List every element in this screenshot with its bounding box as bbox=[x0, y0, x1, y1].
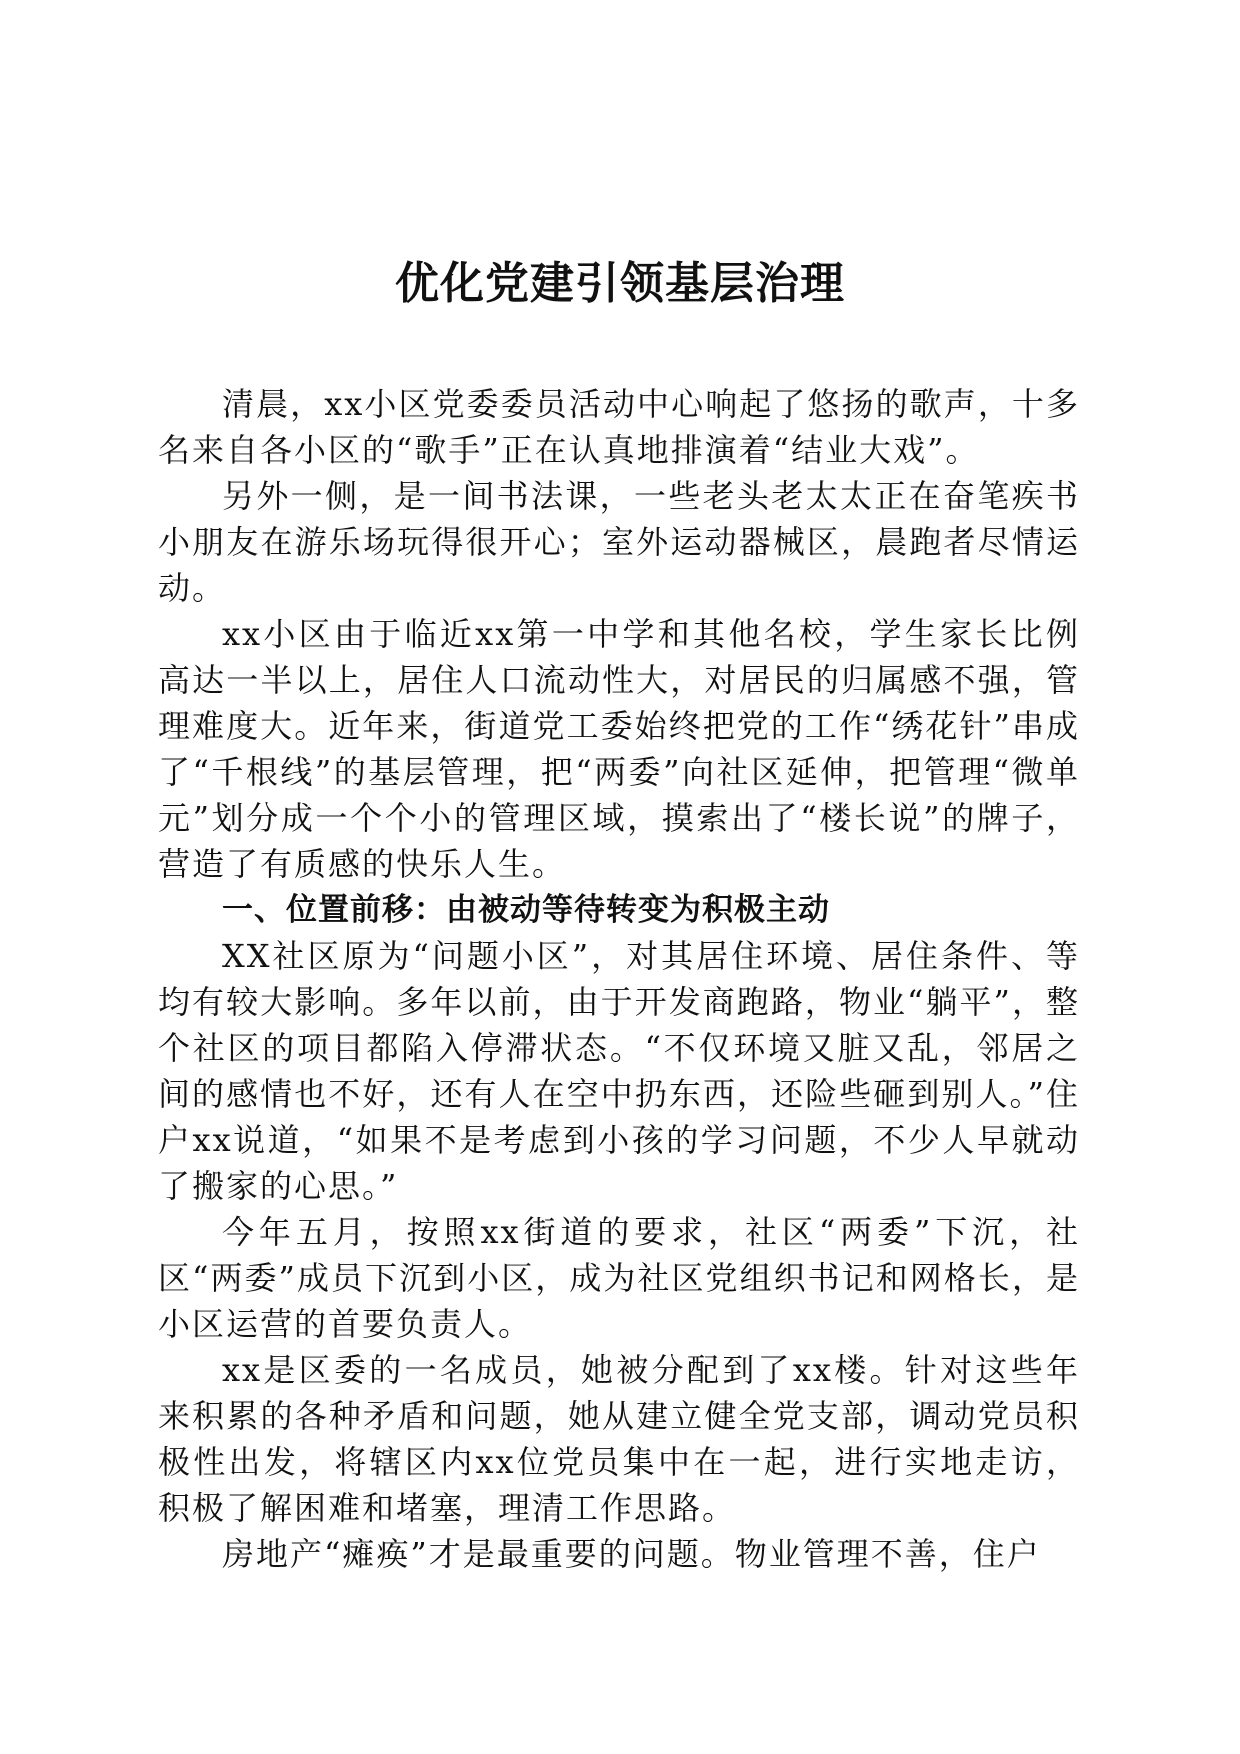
paragraph-morning-singers: 清晨，xx小区党委委员活动中心响起了悠扬的歌声，十多名来自各小区的“歌手”正在认真地排演着“结业大戏”。 bbox=[158, 385, 1080, 469]
paragraph-calligraphy-class: 另外一侧，是一间书法课，一些老头老太太正在奋笔疾书小朋友在游乐场玩得很开心；室外运动器械区，晨跑者尽情运动。 bbox=[158, 477, 1080, 607]
document-title: 优化党建引领基层治理 bbox=[395, 258, 845, 309]
paragraph-committee-member: xx是区委的一名成员，她被分配到了xx楼。针对这些年来积累的各种矛盾和问题，她从建立健全党支部，调动党员积极性出发，将辖区内xx位党员集中在一起，进行实地走访，积极了解困难和堵塞，理清工作思路。 bbox=[158, 1351, 1080, 1527]
section-heading: 一、位置前移：由被动等待转变为积极主动 bbox=[222, 892, 830, 928]
paragraph-community-background: xx小区由于临近xx第一中学和其他名校，学生家长比例高达一半以上，居住人口流动性大，对居民的归属感不强，管理难度大。近年来，街道党工委始终把党的工作“绣花针”串成了“千根线”的基层管理，把“两委”向社区延伸，把管理“微单元”划分成一个个小的管理区域，摸索出了“楼长说”的牌子，营造了有质感的快乐人生。 bbox=[158, 615, 1080, 883]
paragraph-may-requirement: 今年五月，按照xx街道的要求，社区“两委”下沉，社区“两委”成员下沉到小区，成为社区党组织书记和网格长，是小区运营的首要负责人。 bbox=[158, 1213, 1080, 1343]
paragraph-problem-community: XX社区原为“问题小区”，对其居住环境、居住条件、等均有较大影响。多年以前，由于开发商跑路，物业“躺平”，整个社区的项目都陷入停滞状态。“不仅环境又脏又乱，邻居之间的感情也不好，还有人在空中扔东西，还险些砸到别人。”住户xx说道，“如果不是考虑到小孩的学习问题，不少人早就动了搬家的心思。” bbox=[158, 937, 1080, 1205]
document-body bbox=[158, 381, 1080, 1577]
paragraph-property-issue: 房地产“瘫痪”才是最重要的问题。物业管理不善，住户 bbox=[222, 1535, 1041, 1573]
